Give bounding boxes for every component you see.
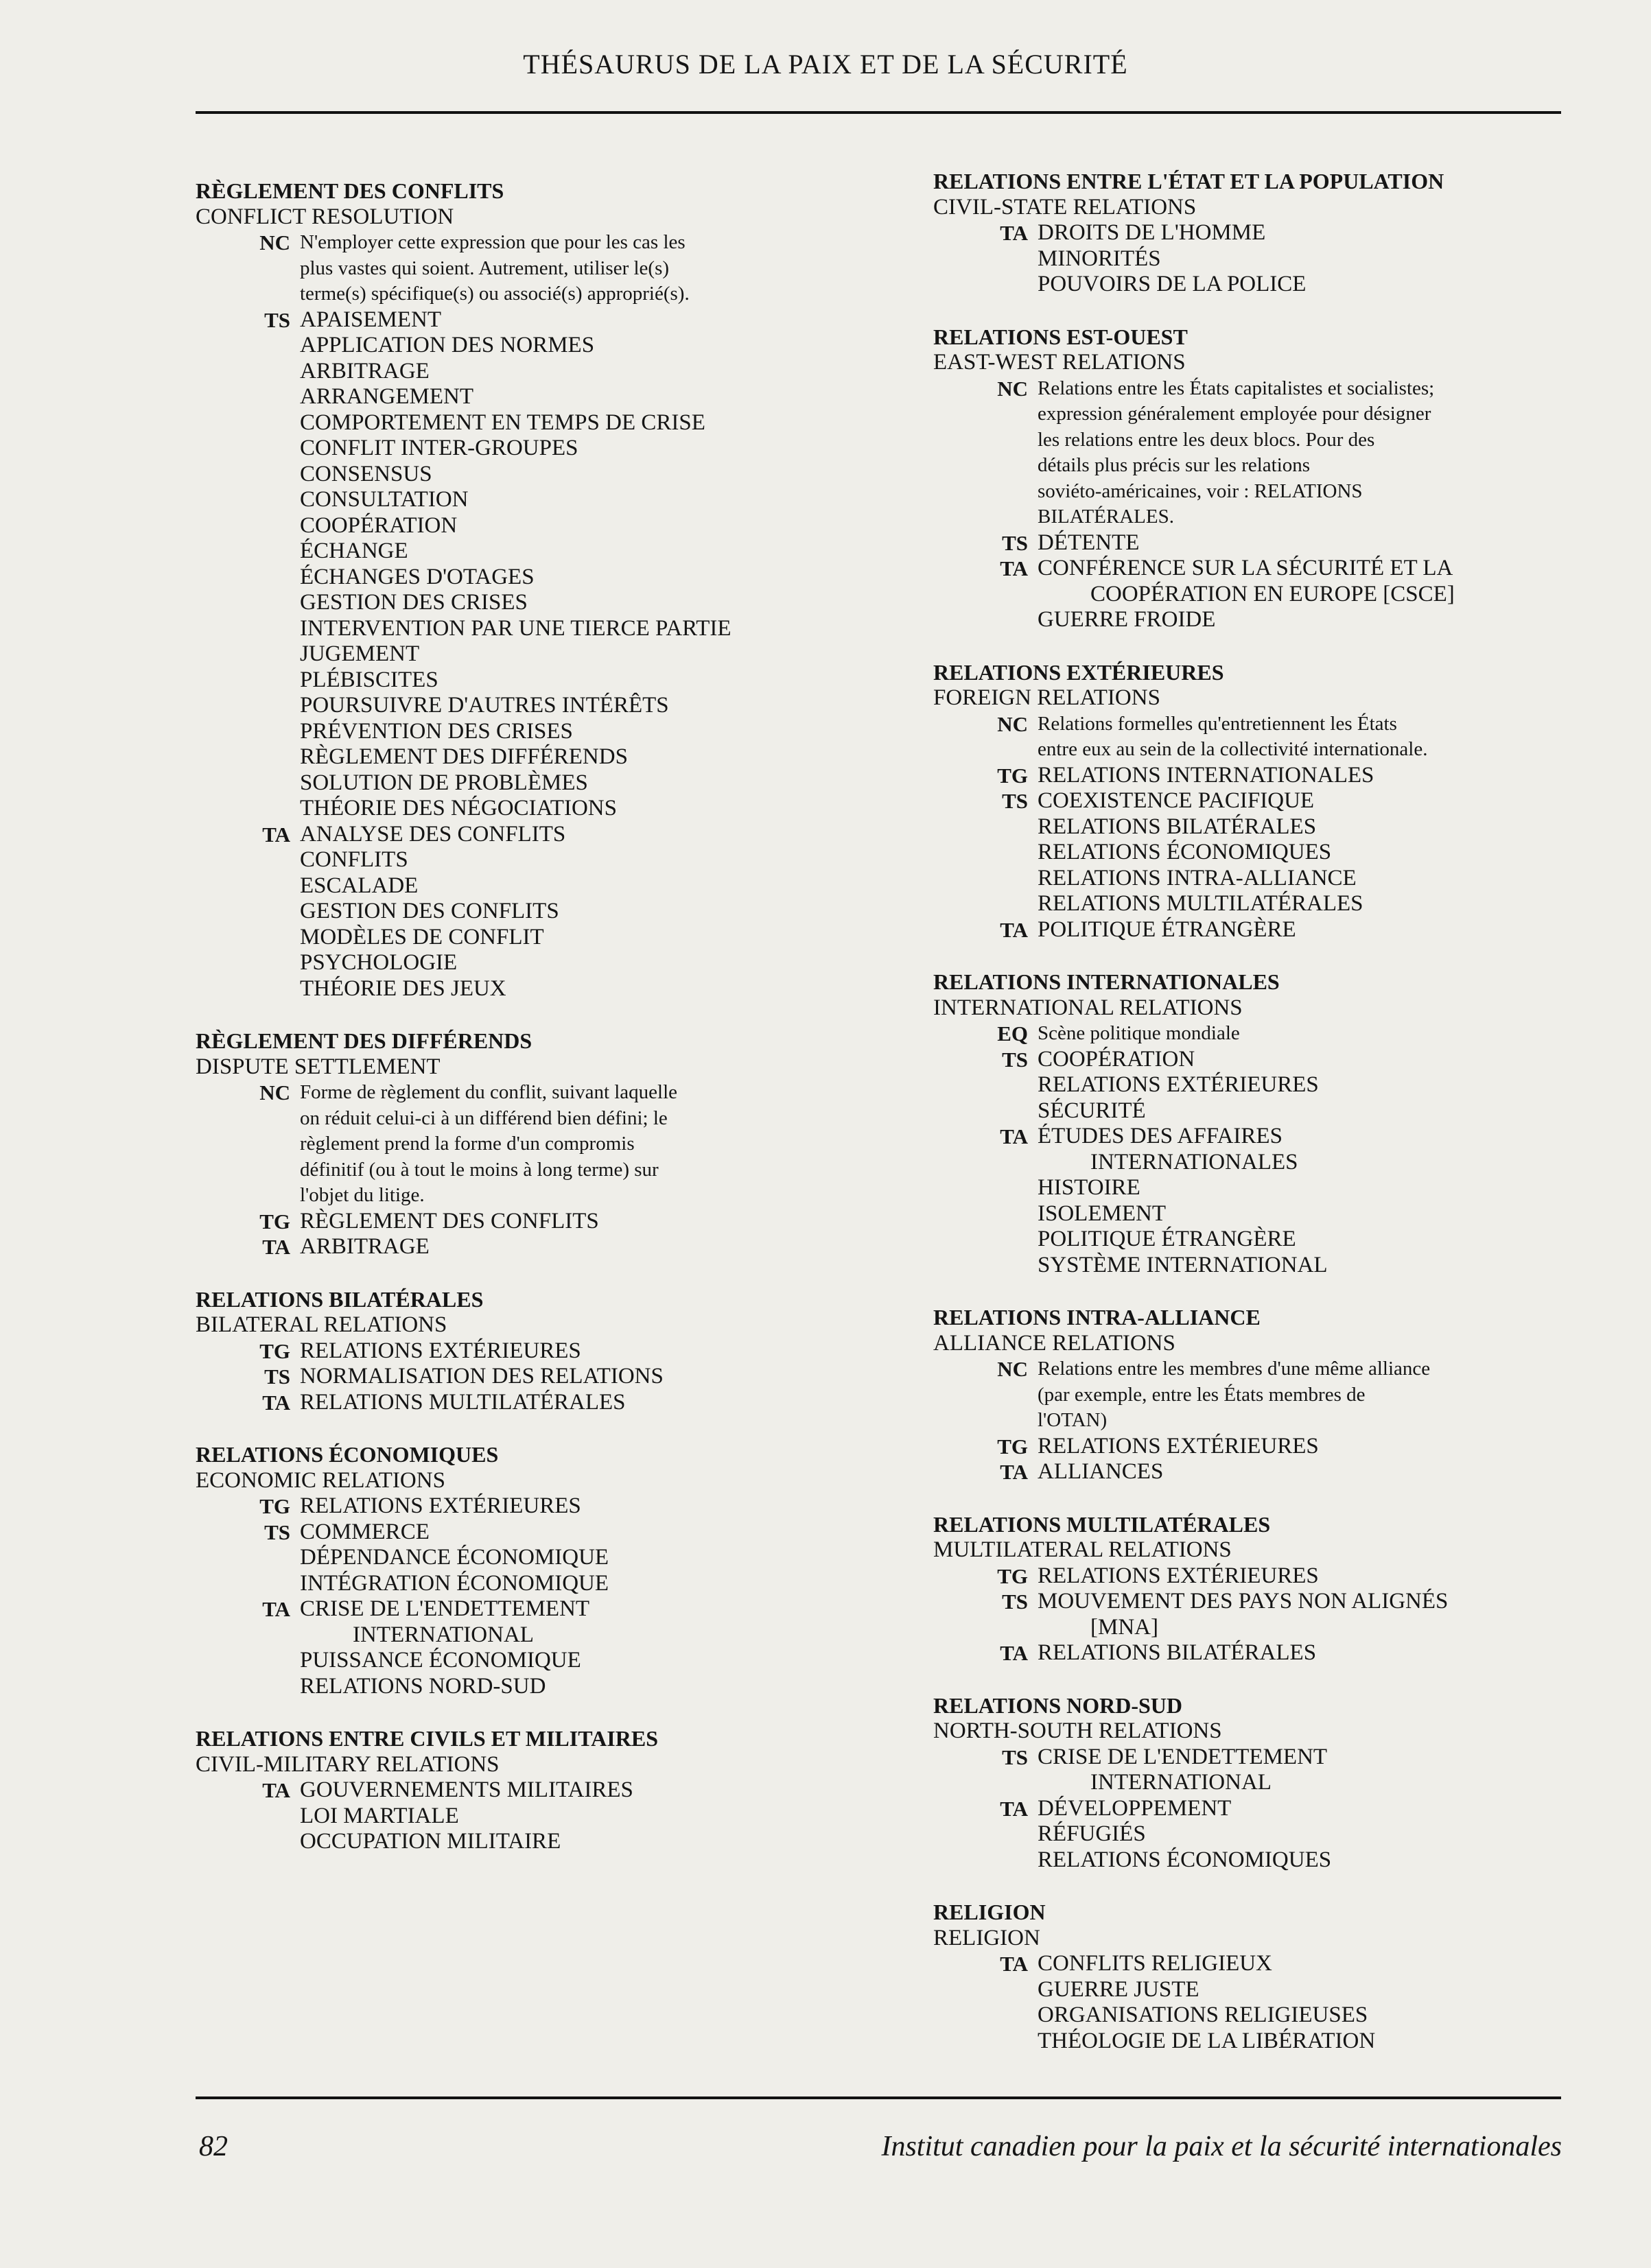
relation-code: TS <box>1002 1590 1028 1614</box>
relation-lines <box>1038 1640 1565 1666</box>
relation-lines <box>300 1520 823 1597</box>
related-term: SYSTÈME INTERNATIONAL <box>1038 1252 1328 1277</box>
related-term: DÉVELOPPEMENT <box>1038 1795 1232 1821</box>
related-term: MINORITÉS <box>1038 246 1161 271</box>
right-column <box>933 169 1565 2081</box>
relation-code: TS <box>264 1520 290 1544</box>
relation-code: TA <box>262 1778 290 1802</box>
relation-group <box>933 556 1565 633</box>
related-term: RELATIONS INTRA-ALLIANCE <box>1038 865 1357 890</box>
publisher-footer: Institut canadien pour la paix et la sécurité internationales <box>881 2131 1562 2162</box>
relation-group <box>933 376 1565 530</box>
related-term: PUISSANCE ÉCONOMIQUE <box>300 1648 581 1673</box>
thesaurus-entry <box>196 178 823 1002</box>
relation-lines <box>300 1338 823 1365</box>
related-term: SÉCURITÉ <box>1038 1098 1146 1123</box>
scope-note-line: détails plus précis sur les relations <box>1038 454 1311 476</box>
related-term: CONFÉRENCE SUR LA SÉCURITÉ ET LA <box>1038 556 1453 580</box>
scope-note-line: expression généralement employée pour désigner <box>1038 403 1431 425</box>
entry-term: RELATIONS INTERNATIONALES <box>933 969 1280 994</box>
relation-code: TA <box>1000 1952 1028 1976</box>
entry-translation: CIVIL-MILITARY RELATIONS <box>196 1751 500 1777</box>
related-term: CRISE DE L'ENDETTEMENT <box>300 1596 590 1621</box>
relation-lines <box>1038 556 1565 633</box>
relation-code: TG <box>997 1434 1028 1458</box>
scope-note-line: Relations entre les membres d'une même alliance <box>1038 1358 1431 1380</box>
related-term: PRÉVENTION DES CRISES <box>300 718 573 744</box>
relation-group <box>933 1356 1565 1434</box>
relation-code: TS <box>264 307 290 332</box>
related-term: ANALYSE DES CONFLITS <box>300 821 566 847</box>
relation-lines <box>300 307 823 822</box>
scope-note-line: l'objet du litige. <box>300 1184 425 1206</box>
scope-note-line: (par exemple, entre les États membres de <box>1038 1383 1366 1406</box>
related-term: CONFLITS <box>300 847 408 872</box>
relation-lines <box>300 1234 823 1260</box>
relation-lines <box>300 1596 823 1699</box>
scope-note-line: soviéto-américaines, voir : RELATIONS <box>1038 480 1363 502</box>
relation-group <box>196 1493 823 1520</box>
related-term: GESTION DES CONFLITS <box>300 899 559 923</box>
scope-note-line: Relations entre les États capitalistes et socialistes; <box>1038 377 1435 399</box>
entry-term: RELATIONS EXTÉRIEURES <box>933 659 1224 685</box>
relation-lines <box>1038 376 1565 530</box>
relation-group <box>933 1021 1565 1047</box>
related-term: RELATIONS EXTÉRIEURES <box>1038 1072 1319 1097</box>
related-term: POLITIQUE ÉTRANGÈRE <box>1038 1227 1296 1251</box>
entry-term: RELATIONS INTRA-ALLIANCE <box>933 1305 1261 1330</box>
relation-lines <box>1038 1434 1565 1460</box>
page-title: THÉSAURUS DE LA PAIX ET DE LA SÉCURITÉ <box>523 49 1128 80</box>
relation-group <box>933 1796 1565 1874</box>
relation-code: TG <box>259 1338 290 1363</box>
related-term: JUGEMENT <box>300 641 420 666</box>
related-term: CONFLITS RELIGIEUX <box>1038 1951 1272 1976</box>
relation-lines <box>1038 763 1565 789</box>
thesaurus-entry <box>933 324 1565 633</box>
relation-code: TS <box>1002 1745 1028 1769</box>
relation-code: NC <box>997 711 1028 736</box>
related-term: ALLIANCES <box>1038 1459 1164 1484</box>
related-term: ÉCHANGES D'OTAGES <box>300 564 535 589</box>
related-term: RELATIONS MULTILATÉRALES <box>1038 891 1363 916</box>
relation-code: TS <box>1002 530 1028 555</box>
relation-group <box>933 763 1565 789</box>
entry-translation: CIVIL-STATE RELATIONS <box>933 194 1197 220</box>
entry-term: RÈGLEMENT DES DIFFÉRENDS <box>196 1028 532 1053</box>
relation-code: TG <box>259 1494 290 1518</box>
related-term: INTERVENTION PAR UNE TIERCE PARTIE <box>300 615 731 641</box>
related-term: RELATIONS INTERNATIONALES <box>1038 762 1374 788</box>
thesaurus-entry <box>933 169 1565 298</box>
related-term: DÉPENDANCE ÉCONOMIQUE <box>300 1545 609 1570</box>
related-term: INTERNATIONAL <box>1090 1770 1272 1795</box>
related-term: PSYCHOLOGIE <box>300 950 458 975</box>
relation-code: TA <box>262 1597 290 1621</box>
footer-rule <box>196 2096 1561 2099</box>
related-term: APAISEMENT <box>300 307 441 332</box>
related-term: RELATIONS EXTÉRIEURES <box>1038 1433 1319 1458</box>
relation-group <box>196 1390 823 1416</box>
scope-note-line: terme(s) spécifique(s) ou associé(s) approprié(s). <box>300 283 690 305</box>
entry-translation: CONFLICT RESOLUTION <box>196 204 454 229</box>
related-term: CONSULTATION <box>300 487 469 512</box>
thesaurus-entry <box>196 1726 823 1855</box>
relation-group <box>196 1364 823 1390</box>
thesaurus-entry <box>933 1693 1565 1874</box>
scope-note-line: règlement prend la forme d'un compromis <box>300 1133 635 1155</box>
related-term: RELATIONS ÉCONOMIQUES <box>1038 1847 1332 1872</box>
entry-translation: NORTH-SOUTH RELATIONS <box>933 1718 1222 1743</box>
relation-code: NC <box>259 1080 290 1105</box>
related-term: GUERRE JUSTE <box>1038 1976 1199 2002</box>
relation-code: TA <box>1000 1460 1028 1484</box>
related-term: COOPÉRATION <box>1038 1046 1195 1072</box>
scope-note-line: définitif (ou à tout le moins à long terme) sur <box>300 1158 659 1181</box>
related-term: RÈGLEMENT DES DIFFÉRENDS <box>300 744 628 769</box>
entry-translation: DISPUTE SETTLEMENT <box>196 1054 441 1079</box>
entry-term: RELATIONS EST-OUEST <box>933 324 1188 349</box>
related-term: INTÉGRATION ÉCONOMIQUE <box>300 1570 609 1596</box>
relation-group <box>933 1124 1565 1278</box>
relation-lines <box>300 1209 823 1235</box>
related-term: [MNA] <box>1090 1614 1158 1640</box>
relation-group <box>196 1338 823 1365</box>
related-term: RELATIONS BILATÉRALES <box>1038 1640 1317 1665</box>
related-term: DÉTENTE <box>1038 530 1140 555</box>
related-term: RÉFUGIÉS <box>1038 1821 1146 1846</box>
entry-term: RELIGION <box>933 1900 1046 1924</box>
relation-code: NC <box>259 231 290 255</box>
scope-note-line: Relations formelles qu'entretiennent les États <box>1038 712 1397 735</box>
relation-group <box>933 1563 1565 1590</box>
related-term: ESCALADE <box>300 873 419 898</box>
related-term: CRISE DE L'ENDETTEMENT <box>1038 1744 1328 1769</box>
scope-note-line: on réduit celui-ci à un différend bien défini; le <box>300 1107 668 1129</box>
related-term: COMPORTEMENT EN TEMPS DE CRISE <box>300 410 705 435</box>
relation-code: TG <box>259 1209 290 1233</box>
relation-group <box>196 1596 823 1699</box>
relation-group <box>933 530 1565 556</box>
related-term: COOPÉRATION <box>300 512 458 538</box>
relation-group <box>933 1640 1565 1666</box>
relation-group <box>933 1459 1565 1485</box>
scope-note-line: Scène politique mondiale <box>1038 1022 1240 1044</box>
relation-group <box>933 1047 1565 1124</box>
relation-group <box>196 1520 823 1597</box>
relation-group <box>933 1434 1565 1460</box>
header-rule <box>196 111 1561 114</box>
relation-code: TA <box>262 822 290 847</box>
relation-lines <box>300 1080 823 1209</box>
left-column <box>196 178 823 1882</box>
relation-code: TA <box>1000 1796 1028 1821</box>
related-term: DROITS DE L'HOMME <box>1038 220 1266 245</box>
entry-translation: INTERNATIONAL RELATIONS <box>933 995 1243 1020</box>
relation-code: TS <box>1002 789 1028 813</box>
related-term: RELATIONS NORD-SUD <box>300 1673 546 1699</box>
relation-lines <box>1038 1356 1565 1434</box>
relation-code: EQ <box>997 1021 1028 1046</box>
relation-lines <box>300 1777 823 1855</box>
relation-lines <box>1038 1745 1565 1796</box>
related-term: GESTION DES CRISES <box>300 590 528 615</box>
related-term: APPLICATION DES NORMES <box>300 333 595 357</box>
relation-lines <box>1038 788 1565 917</box>
relation-lines <box>1038 1951 1565 2054</box>
scope-note-line: entre eux au sein de la collectivité internationale. <box>1038 738 1428 760</box>
related-term: ARBITRAGE <box>300 1234 430 1259</box>
relation-lines <box>1038 530 1565 556</box>
relation-group <box>196 230 823 307</box>
relation-lines <box>1038 1124 1565 1278</box>
relation-code: TS <box>264 1365 290 1389</box>
relation-lines <box>1038 1047 1565 1124</box>
relation-lines <box>1038 1589 1565 1640</box>
related-term: MODÈLES DE CONFLIT <box>300 924 544 949</box>
related-term: RELATIONS MULTILATÉRALES <box>300 1389 626 1415</box>
entry-term: RELATIONS NORD-SUD <box>933 1692 1183 1718</box>
relation-group <box>196 822 823 1002</box>
entry-translation: RELIGION <box>933 1925 1040 1950</box>
scope-note-line: les relations entre les deux blocs. Pour des <box>1038 428 1375 451</box>
relation-code: TA <box>1000 1124 1028 1148</box>
relation-group <box>933 1745 1565 1796</box>
relation-group <box>196 1080 823 1209</box>
scope-note-line: Forme de règlement du conflit, suivant laquelle <box>300 1081 678 1103</box>
related-term: INTERNATIONALES <box>1090 1149 1298 1174</box>
entry-translation: MULTILATERAL RELATIONS <box>933 1537 1232 1562</box>
related-term: THÉORIE DES JEUX <box>300 976 506 1001</box>
entry-term: RELATIONS ENTRE L'ÉTAT ET LA POPULATION <box>933 169 1444 193</box>
relation-group <box>196 1209 823 1235</box>
related-term: PLÉBISCITES <box>300 667 438 692</box>
relation-group <box>933 788 1565 917</box>
related-term: COOPÉRATION EN EUROPE [CSCE] <box>1090 581 1455 606</box>
entry-translation: ALLIANCE RELATIONS <box>933 1330 1175 1356</box>
related-term: POLITIQUE ÉTRANGÈRE <box>1038 917 1296 942</box>
related-term: POUVOIRS DE LA POLICE <box>1038 272 1307 296</box>
entry-term: RELATIONS ENTRE CIVILS ET MILITAIRES <box>196 1726 658 1751</box>
relation-group <box>196 1234 823 1260</box>
related-term: MOUVEMENT DES PAYS NON ALIGNÉS <box>1038 1589 1449 1614</box>
related-term: ÉCHANGE <box>300 539 408 563</box>
entry-term: RELATIONS MULTILATÉRALES <box>933 1511 1271 1537</box>
relation-code: TA <box>1000 221 1028 245</box>
related-term: ARRANGEMENT <box>300 384 473 409</box>
related-term: RÈGLEMENT DES CONFLITS <box>300 1208 599 1233</box>
relation-group <box>933 917 1565 943</box>
relation-lines <box>1038 1459 1565 1485</box>
relation-lines <box>1038 1563 1565 1590</box>
entry-translation: EAST-WEST RELATIONS <box>933 350 1186 375</box>
thesaurus-entry <box>933 1305 1565 1485</box>
relation-code: TA <box>1000 917 1028 942</box>
related-term: THÉORIE DES NÉGOCIATIONS <box>300 796 617 820</box>
related-term: RELATIONS EXTÉRIEURES <box>300 1338 581 1363</box>
related-term: GOUVERNEMENTS MILITAIRES <box>300 1777 633 1802</box>
relation-lines <box>300 1390 823 1416</box>
relation-group <box>933 1589 1565 1640</box>
related-term: OCCUPATION MILITAIRE <box>300 1829 561 1854</box>
entry-translation: FOREIGN RELATIONS <box>933 685 1160 710</box>
relation-code: TA <box>262 1235 290 1259</box>
relation-group <box>933 711 1565 763</box>
scope-note-line: N'employer cette expression que pour les cas les <box>300 231 686 253</box>
entry-term: RELATIONS ÉCONOMIQUES <box>196 1442 499 1467</box>
page-number: 82 <box>199 2131 228 2162</box>
thesaurus-entry <box>933 1512 1565 1666</box>
related-term: HISTOIRE <box>1038 1175 1140 1200</box>
related-term: INTERNATIONAL <box>353 1622 534 1647</box>
relation-code: TA <box>1000 556 1028 580</box>
related-term: GUERRE FROIDE <box>1038 607 1216 632</box>
relation-code: NC <box>997 1357 1028 1381</box>
relation-code: TS <box>1002 1047 1028 1072</box>
relation-lines <box>1038 1021 1565 1047</box>
related-term: ARBITRAGE <box>300 358 430 383</box>
relation-group <box>933 1951 1565 2054</box>
relation-code: TG <box>997 763 1028 788</box>
relation-lines <box>300 230 823 307</box>
relation-group <box>196 307 823 822</box>
related-term: RELATIONS ÉCONOMIQUES <box>1038 840 1332 864</box>
relation-lines <box>300 822 823 1002</box>
scope-note-line: l'OTAN) <box>1038 1409 1108 1431</box>
related-term: ISOLEMENT <box>1038 1201 1166 1226</box>
entry-translation: BILATERAL RELATIONS <box>196 1312 447 1337</box>
related-term: THÉOLOGIE DE LA LIBÉRATION <box>1038 2028 1376 2053</box>
relation-code: NC <box>997 376 1028 401</box>
relation-code: TA <box>1000 1641 1028 1665</box>
scope-note-line: BILATÉRALES. <box>1038 506 1174 528</box>
thesaurus-entry <box>196 1287 823 1416</box>
related-term: CONFLIT INTER-GROUPES <box>300 436 578 460</box>
entry-translation: ECONOMIC RELATIONS <box>196 1467 445 1493</box>
scope-note-line: plus vastes qui soient. Autrement, utiliser le(s) <box>300 257 670 279</box>
related-term: SOLUTION DE PROBLÈMES <box>300 770 588 795</box>
relation-lines <box>1038 917 1565 943</box>
relation-lines <box>1038 711 1565 763</box>
related-term: POURSUIVRE D'AUTRES INTÉRÊTS <box>300 693 669 718</box>
related-term: ÉTUDES DES AFFAIRES <box>1038 1124 1283 1148</box>
entry-term: RELATIONS BILATÉRALES <box>196 1286 484 1312</box>
relation-code: TA <box>262 1390 290 1415</box>
thesaurus-entry <box>196 1442 823 1699</box>
relation-lines <box>1038 220 1565 298</box>
related-term: RELATIONS EXTÉRIEURES <box>300 1493 581 1518</box>
related-term: RELATIONS BILATÉRALES <box>1038 814 1317 839</box>
relation-lines <box>300 1364 823 1390</box>
relation-lines <box>1038 1796 1565 1874</box>
relation-group <box>933 220 1565 298</box>
related-term: COMMERCE <box>300 1519 430 1544</box>
related-term: CONSENSUS <box>300 461 432 486</box>
thesaurus-entry <box>933 660 1565 943</box>
entry-term: RÈGLEMENT DES CONFLITS <box>196 178 504 203</box>
related-term: LOI MARTIALE <box>300 1803 459 1828</box>
thesaurus-entry <box>933 969 1565 1278</box>
thesaurus-entry <box>196 1028 823 1260</box>
related-term: COEXISTENCE PACIFIQUE <box>1038 788 1315 813</box>
related-term: ORGANISATIONS RELIGIEUSES <box>1038 2003 1368 2027</box>
relation-lines <box>300 1493 823 1520</box>
relation-group <box>196 1777 823 1855</box>
thesaurus-entry <box>933 1900 1565 2054</box>
relation-code: TG <box>997 1563 1028 1588</box>
related-term: NORMALISATION DES RELATIONS <box>300 1364 664 1389</box>
related-term: RELATIONS EXTÉRIEURES <box>1038 1563 1319 1588</box>
